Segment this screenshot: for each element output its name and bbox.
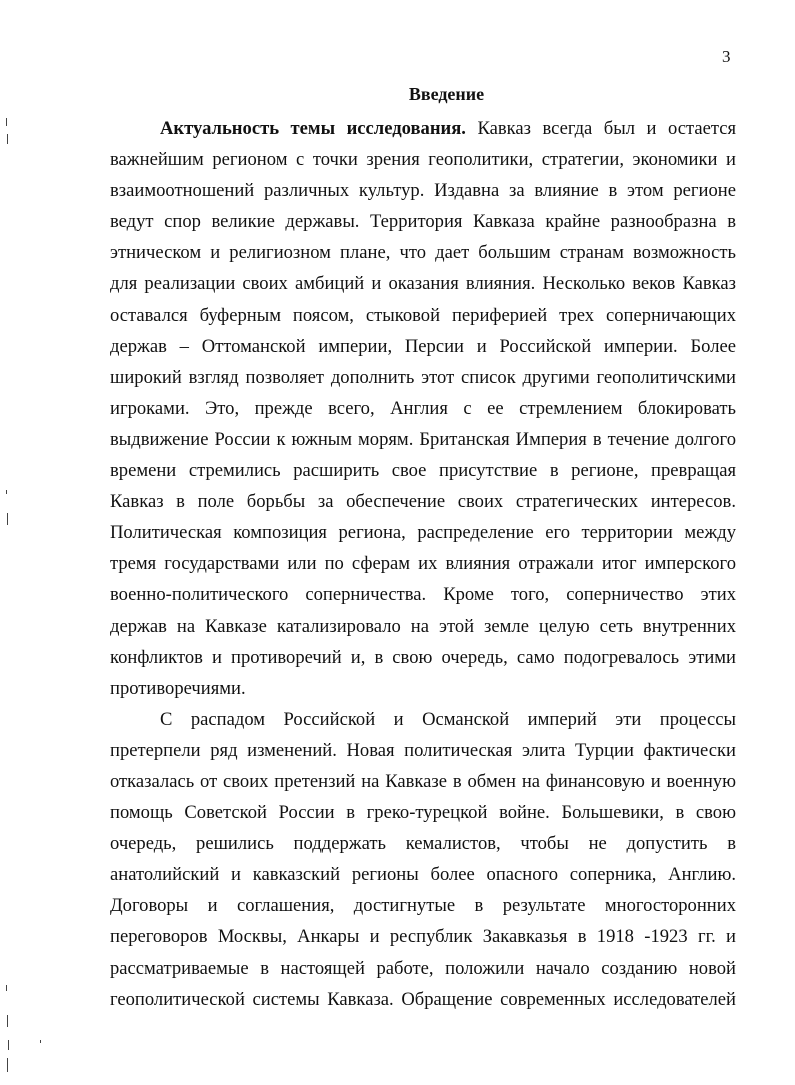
text-line: выдвижение России к южным морям. Британская Империя в течение долгого	[110, 428, 736, 450]
text-line: важнейшим регионом с точки зрения геополитики, стратегии, экономики и	[110, 149, 736, 171]
text-line: широкий взгляд позволяет дополнить этот список другими геополитичскими	[110, 366, 736, 388]
text-line: для реализации своих амбиций и оказания влияния. Несколько веков Кавказ	[110, 273, 736, 295]
text-line: оставался буферным поясом, стыковой периферией трех соперничающих	[110, 304, 736, 326]
page-number: 3	[722, 47, 731, 66]
scan-artifact-mark	[7, 513, 8, 525]
text-line: отказалась от своих претензий на Кавказе в обмен на финансовую и военную	[110, 770, 736, 792]
text-line	[110, 113, 736, 144]
text-line: Договоры и соглашения, достигнутые в результате многосторонних	[110, 895, 736, 917]
text-line: времени стремились расширить свое присутствие в регионе, превращая	[110, 460, 736, 482]
text-line: рассматриваемые в настоящей работе, положили начало созданию новой	[110, 957, 736, 979]
text-line-content: Кавказ всегда был и остается	[465, 118, 736, 139]
text-line: помощь Советской России в греко-турецкой войне. Большевики, в свою	[110, 802, 736, 824]
text-line: держав на Кавказе катализировало на этой земле целую сеть внутренних	[110, 615, 736, 637]
text-line: конфликтов и противоречий и, в свою очередь, само подогревалось этими	[110, 646, 736, 668]
scan-artifact-mark	[7, 1015, 8, 1027]
lead-phrase: Актуальность темы исследования.	[160, 118, 466, 139]
scan-artifact-mark	[6, 985, 7, 991]
text-line: геополитической системы Кавказа. Обращение современных исследователей	[110, 988, 736, 1010]
text-line: тремя государствами или по сферам их влияния отражали итог имперского	[110, 553, 736, 575]
scan-artifact-mark	[8, 1040, 9, 1050]
text-line: противоречиями.	[110, 677, 246, 699]
section-heading: Введение	[408, 84, 485, 104]
paragraph-collapse-of-empires	[110, 704, 736, 1015]
scan-artifact-mark	[40, 1040, 41, 1043]
text-line: ведут спор великие державы. Территория Кавказа крайне разнообразна в	[110, 211, 736, 233]
text-line: Кавказ в поле борьбы за обеспечение своих стратегических интересов.	[110, 491, 736, 513]
scan-artifact-mark	[6, 490, 7, 494]
text-line: анатолийский и кавказский регионы более опасного соперника, Англию.	[110, 864, 736, 886]
text-line: претерпели ряд изменений. Новая политическая элита Турции фактически	[110, 739, 736, 761]
scan-artifact-mark	[6, 118, 7, 126]
text-line: переговоров Москвы, Анкары и республик Закавказья в 1918 -1923 гг. и	[110, 926, 736, 948]
text-line: игроками. Это, прежде всего, Англия с ее стремлением блокировать	[110, 397, 736, 419]
scan-artifact-mark	[7, 1058, 8, 1072]
text-line: Политическая композиция региона, распределение его территории между	[110, 522, 736, 544]
text-line: взаимоотношений различных культур. Издавна за влияние в этом регионе	[110, 180, 736, 202]
text-line: С распадом Российской и Османской империй эти процессы	[160, 708, 736, 730]
document-body	[110, 113, 736, 1015]
paragraph-actuality	[110, 113, 736, 704]
text-line: очередь, решились поддержать кемалистов, чтобы не допустить в	[110, 833, 736, 855]
text-line: этническом и религиозном плане, что дает большим странам возможность	[110, 242, 736, 264]
text-line: держав – Оттоманской империи, Персии и Российской империи. Более	[110, 335, 736, 357]
scan-artifact-mark	[7, 134, 8, 144]
text-line: военно-политического соперничества. Кроме того, соперничество этих	[110, 584, 736, 606]
